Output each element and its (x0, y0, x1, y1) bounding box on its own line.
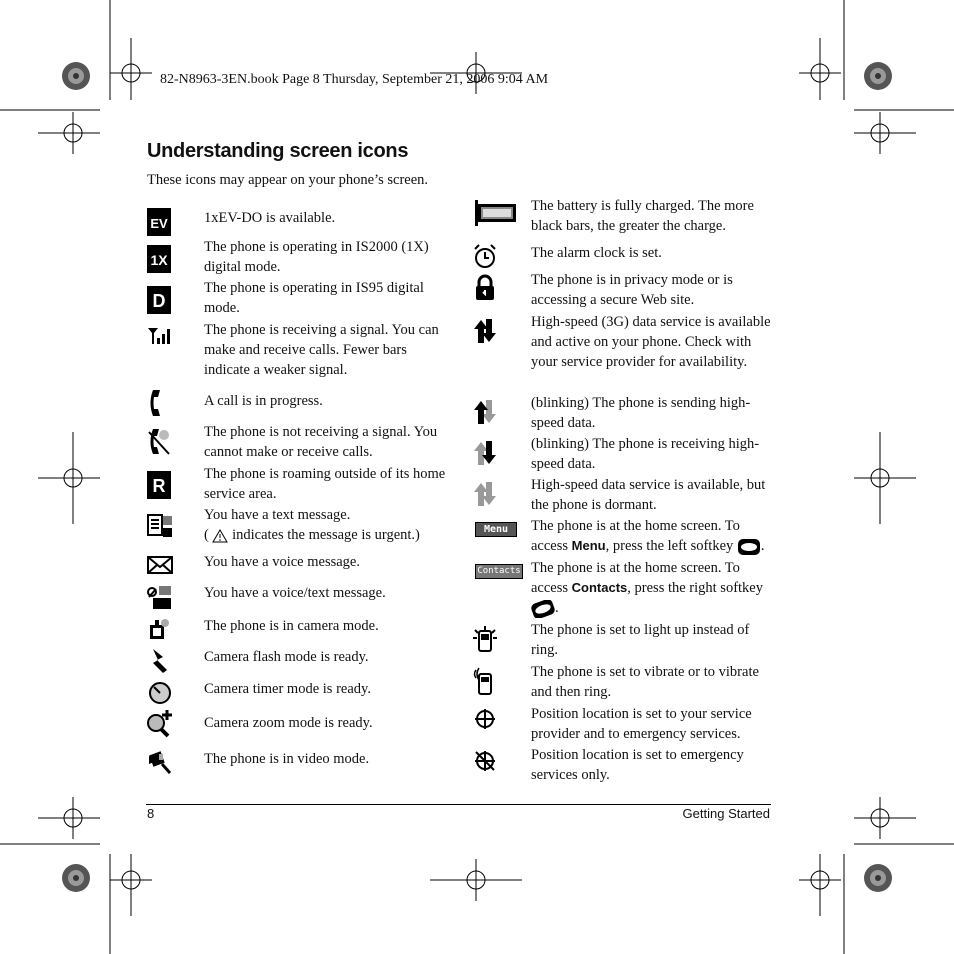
light-icon (470, 625, 500, 655)
video-camera-icon (145, 746, 175, 776)
battery-desc: The battery is fully charged. The more black bars, the greater the charge. (531, 198, 754, 234)
svg-text:R: R (152, 476, 166, 496)
vibrate-icon (470, 666, 500, 696)
data-receiving-icon (470, 438, 500, 468)
ev-desc: 1xEV-DO is available. (204, 210, 336, 226)
data-active-desc: High-speed (3G) data service is available and active on your phone. Check with your service provider for availability. (531, 314, 771, 370)
book-header: 82-N8963-3EN.book Page 8 Thursday, September 21, 2006 9:04 AM (160, 72, 549, 87)
data-sending-desc: (blinking) The phone is sending high-speed data. (531, 395, 751, 431)
contacts-desc-suffix: , press the right softkey (627, 580, 763, 596)
intro-text: These icons may appear on your phone’s screen. (147, 172, 429, 188)
location-on-desc: Position location is set to your service provider and to emergency services. (531, 706, 752, 742)
alarm-desc: The alarm clock is set. (531, 245, 662, 261)
location-on-icon (470, 704, 500, 734)
footer-rule (146, 804, 771, 805)
voice-message-desc: You have a voice message. (204, 554, 360, 570)
zoom-icon (145, 708, 175, 738)
camera-icon (145, 614, 175, 644)
location-911-desc: Position location is set to emergency services only. (531, 747, 744, 783)
contacts-desc: The phone is at the home screen. To access Contacts, press the right softkey . (531, 558, 771, 618)
menu-desc-suffix: , press the left softkey (605, 538, 734, 554)
left-softkey-icon (737, 538, 761, 556)
warning-triangle-icon (212, 529, 228, 543)
menu-desc: The phone is at the home screen. To access Menu, press the left softkey . (531, 518, 765, 554)
no-signal-desc: The phone is not receiving a signal. You cannot make or receive calls. (204, 424, 438, 460)
menu-desc-bold: Menu (571, 538, 606, 553)
voice-text-message-icon (145, 582, 175, 612)
contacts-desc-prefix: The phone is at the home screen. To access (531, 560, 740, 596)
text-message-icon (145, 512, 175, 542)
video-desc: The phone is in video mode. (204, 751, 370, 767)
contacts-desc-bold: Contacts (571, 580, 628, 595)
1x-desc: The phone is operating in IS2000 (1X) digital mode. (204, 239, 429, 275)
d-desc: The phone is operating in IS95 digital mode. (204, 280, 424, 316)
timer-icon (145, 678, 175, 708)
flash-desc: Camera flash mode is ready. (204, 649, 369, 665)
menu-label-icon: Menu (475, 522, 517, 537)
page-title: Understanding screen icons (147, 140, 409, 162)
no-signal-icon (145, 426, 175, 456)
d-icon (145, 285, 175, 315)
handset-desc: A call is in progress. (204, 393, 323, 409)
zoom-desc: Camera zoom mode is ready. (204, 715, 373, 731)
svg-text:EV: EV (150, 216, 168, 231)
lock-desc: The phone is in privacy mode or is accessing a secure Web site. (531, 272, 733, 308)
voice-text-desc: You have a voice/text message. (204, 585, 386, 601)
data-active-icon (470, 316, 500, 346)
roaming-icon (145, 470, 175, 500)
svg-text:D: D (152, 291, 166, 311)
data-dormant-desc: High-speed data service is available, but the phone is dormant. (531, 477, 766, 513)
envelope-icon (145, 550, 175, 580)
text-message-line2-prefix: ( (204, 527, 209, 543)
text-message-desc (204, 505, 449, 545)
data-receiving-desc: (blinking) The phone is receiving high-speed data. (531, 436, 760, 472)
menu-desc-prefix: The phone is at the home screen. To access (531, 518, 740, 554)
roaming-desc: The phone is roaming outside of its home service area. (204, 466, 446, 502)
alarm-clock-icon (470, 242, 500, 272)
lock-icon (470, 273, 500, 303)
registration-mark-bottom-right (864, 864, 892, 892)
data-dormant-icon (470, 479, 500, 509)
signal-bars-icon (145, 320, 175, 350)
text-message-line2-suffix: indicates the message is urgent.) (232, 527, 420, 543)
vibrate-desc: The phone is set to vibrate or to vibrate and then ring. (531, 664, 759, 700)
registration-mark-top-right (864, 62, 892, 90)
text-message-line1: You have a text message. (204, 507, 351, 523)
signal-desc: The phone is receiving a signal. You can make and receive calls. Fewer bars indicate a weaker signal. (204, 322, 439, 378)
battery-icon (472, 198, 518, 228)
data-sending-icon (470, 397, 500, 427)
svg-text:1X: 1X (150, 252, 168, 268)
timer-desc: Camera timer mode is ready. (204, 681, 371, 697)
camera-desc: The phone is in camera mode. (204, 618, 379, 634)
flash-icon (145, 646, 175, 676)
location-911-icon (470, 746, 500, 776)
handset-icon (145, 388, 175, 418)
page-number: 8 (147, 806, 155, 821)
registration-mark-bottom-left (62, 864, 90, 892)
1x-icon (145, 244, 175, 274)
contacts-label-icon: Contacts (475, 564, 523, 579)
light-desc: The phone is set to light up instead of ring. (531, 622, 750, 658)
chapter-title: Getting Started (682, 806, 770, 821)
registration-mark-top-left (62, 62, 90, 90)
right-softkey-icon (531, 600, 555, 618)
ev-icon (145, 207, 175, 237)
